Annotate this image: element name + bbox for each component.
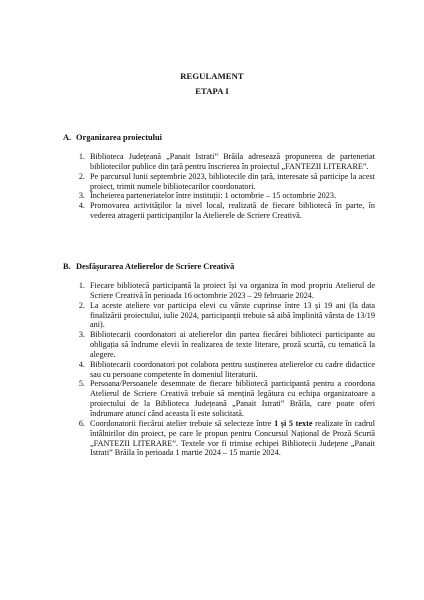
list-item: 1. Fiecare bibliotecă participantă la proiect își va organiza în mod propriu Atelierul de Scriere Creativă în perioada 16 octombrie 2023 – 29 februarie 2024.	[87, 281, 375, 301]
list-item: 2. La aceste ateliere vor participa elevi cu vârste cuprinse între 13 și 19 ani (la data finalizării proiectului, iulie 2024, participanții trebuie să aibă împlinită vârsta de 13/19 ani).	[87, 301, 375, 331]
section-a-heading	[63, 133, 162, 142]
section-b-letter: B.	[63, 262, 71, 271]
section-b-list	[74, 281, 375, 458]
item-text-bold: 1 și 5 texte	[274, 418, 313, 428]
document-subtitle: ETAPA I	[195, 86, 229, 96]
list-item	[87, 419, 375, 458]
section-b-heading	[63, 262, 234, 271]
list-item: 4. Bibliotecarii coordonatori pot colabora pentru susținerea atelierelor cu cadre didactice sau cu persoane competente în domeniul literaturii.	[87, 360, 375, 380]
list-item: 1. Biblioteca Județeană „Panait Istrati” Brăila adresează propunerea de parteneriat bibliotecilor publice din țară pentru înscrierea în proiectul „FANTEZII LITERARE”.	[87, 152, 375, 172]
section-a-title: Organizarea proiectului	[76, 133, 162, 142]
item-text-after: realizate în cadrul întâlnirilor din proiect, pe care le propun pentru Concursul Național de Proză Scurtă „FANTEZII LITERARE”. Textele vor fi trimise echipei Bibliotecii Județene „Panait Istrati” Brăila în perioada 1 martie 2024 – 15 martie 2024.	[90, 418, 376, 458]
list-item: 3. Încheierea parteneriatelor între instituții: 1 octombrie – 15 octombrie 2023.	[87, 191, 375, 201]
document-title: REGULAMENT	[180, 71, 244, 81]
list-item: 2. Pe parcursul lunii septembrie 2023, bibliotecile din țară, interesate să participe la acest proiect, trimit numele bibliotecarilor coordonatori.	[87, 172, 375, 192]
section-b-title: Desfășurarea Atelierelor de Scriere Creativă	[76, 262, 235, 271]
item-text-before: Coordonatorii fiecărui atelier trebuie să selecteze între	[90, 418, 275, 428]
section-a-list	[74, 152, 375, 221]
section-a-letter: A.	[63, 133, 72, 142]
list-item: 4. Promovarea activităților la nivel local, realizată de fiecare bibliotecă în parte, în vederea atragerii participanților la Atelierele de Scriere Creativă.	[87, 201, 375, 221]
list-item: 3. Bibliotecarii coordonatori ai atelierelor din partea fiecărei biblioteci participante au obligația să îndrume elevii în realizarea de texte literare, proză scurtă, cu tematică la alegere.	[87, 330, 375, 360]
list-item: 5. Persoana/Persoanele desemnate de fiecare bibliotecă participantă pentru a coordona Atelierul de Scriere Creativă trebuie să mențină legătura cu echipa organizatoare a proiectului de la Biblioteca Județeană „Panait Istrati” Brăila, care poate oferi îndrumare atunci când aceasta îi este solicitată.	[87, 379, 375, 418]
